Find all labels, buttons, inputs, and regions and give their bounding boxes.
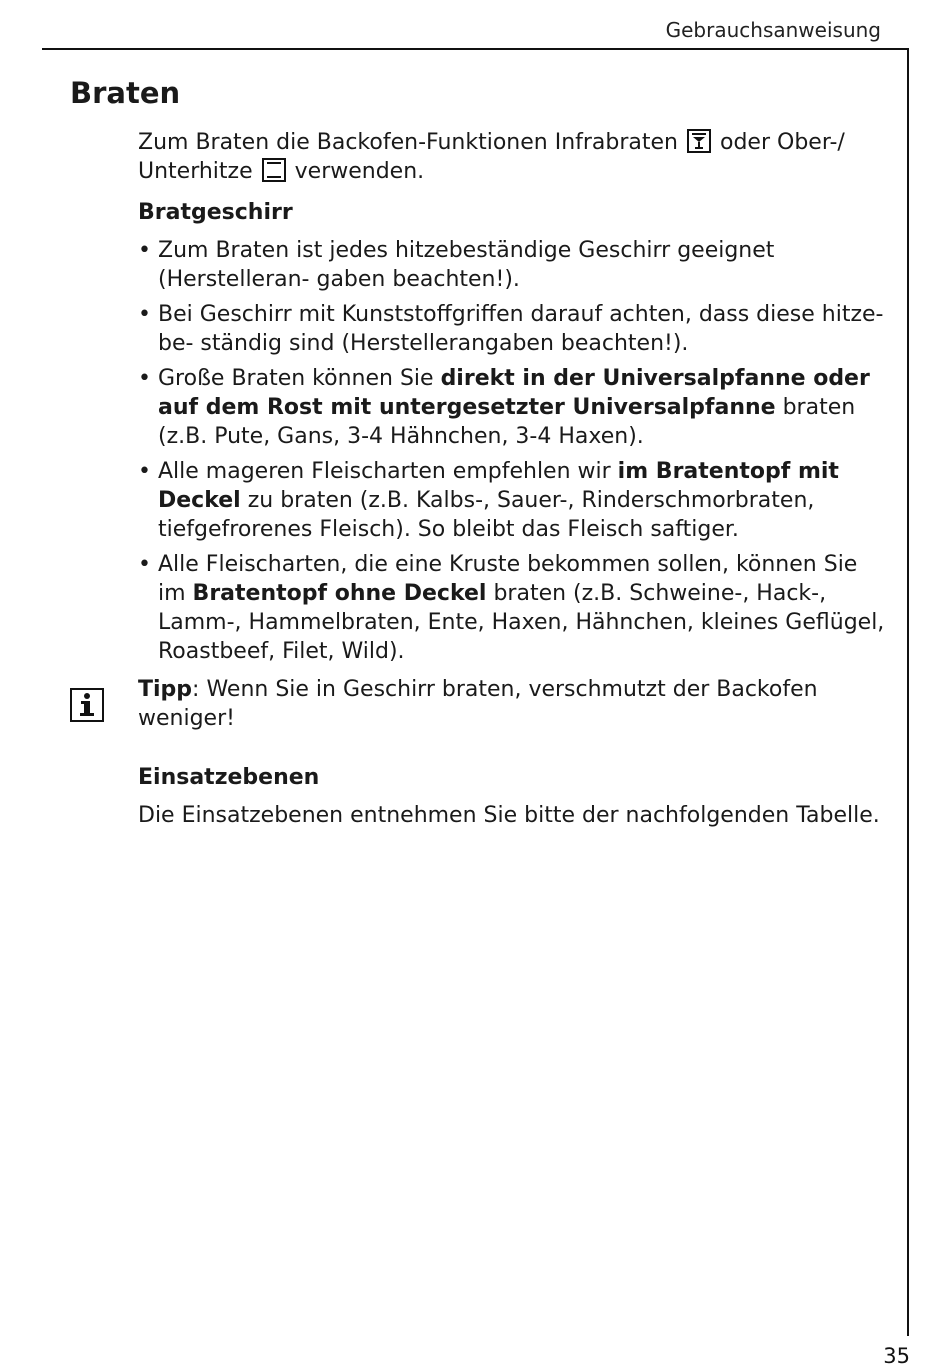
ober-unterhitze-icon [262,158,286,182]
bullet-text: Zum Braten ist jedes hitzebeständige Geschirr geeignet (Herstelleran- gaben beachten!). [158,238,775,292]
header-rule [42,48,909,50]
bullet-text: Große Braten können Sie [158,366,441,391]
bullet-text-bold: Bratentopf ohne Deckel [192,581,487,606]
bullet-item [138,300,886,358]
bullet-text: Alle mageren Fleischarten empfehlen wir [158,459,618,484]
intro-text-3: verwenden. [294,159,425,184]
bullet-item [138,457,886,544]
tip-paragraph [138,675,886,733]
intro-paragraph [138,128,886,186]
bullet-text: Bei Geschirr mit Kunststoffgriffen darauf achten, dass diese hitze-be- ständig sind (Herstellerangaben beachten!). [158,302,884,356]
bullet-item [138,364,886,451]
page-content [138,128,886,830]
bullet-item [138,550,886,666]
section-heading-bratgeschirr: Bratgeschirr [138,200,293,225]
intro-text-2: oder Ober-/ Unterhitze [138,130,845,184]
bullet-text: braten (z.B. Schweine-, Hack-, Lamm-, Hammelbraten, Ente, Haxen, Hähnchen, kleines Geflügel, Roastbeef, Filet, Wild). [158,581,885,664]
tip-text: : Wenn Sie in Geschirr braten, verschmutzt der Backofen weniger! [138,677,818,731]
page-title: Braten [70,76,181,110]
info-icon [70,688,104,722]
header-title: Gebrauchsanweisung [665,18,881,42]
bullet-list [138,236,886,666]
tip-label: Tipp [138,677,193,702]
bullet-text-bold: direkt in der Universalpfanne oder auf dem Rost mit untergesetzter Universalpfanne [158,366,870,420]
bullet-text-bold: im Bratentopf mit Deckel [158,459,839,513]
bullet-text: braten (z.B. Pute, Gans, 3-4 Hähnchen, 3-4 Haxen). [158,395,856,449]
page-number: 35 [883,1344,910,1368]
bullet-text: Alle Fleischarten, die eine Kruste bekommen sollen, können Sie im [158,552,858,606]
einsatzebenen-text: Die Einsatzebenen entnehmen Sie bitte der nachfolgenden Tabelle. [138,803,880,828]
bullet-text: zu braten (z.B. Kalbs-, Sauer-, Rinderschmorbraten, tiefgefrorenes Fleisch). So bleibt das Fleisch saftiger. [158,488,815,542]
margin-rule [907,48,909,1336]
infrabraten-icon [687,129,711,153]
intro-text-1: Zum Braten die Backofen-Funktionen Infrabraten [138,130,678,155]
bullet-item [138,236,886,294]
section-heading-einsatzebenen: Einsatzebenen [138,765,320,790]
